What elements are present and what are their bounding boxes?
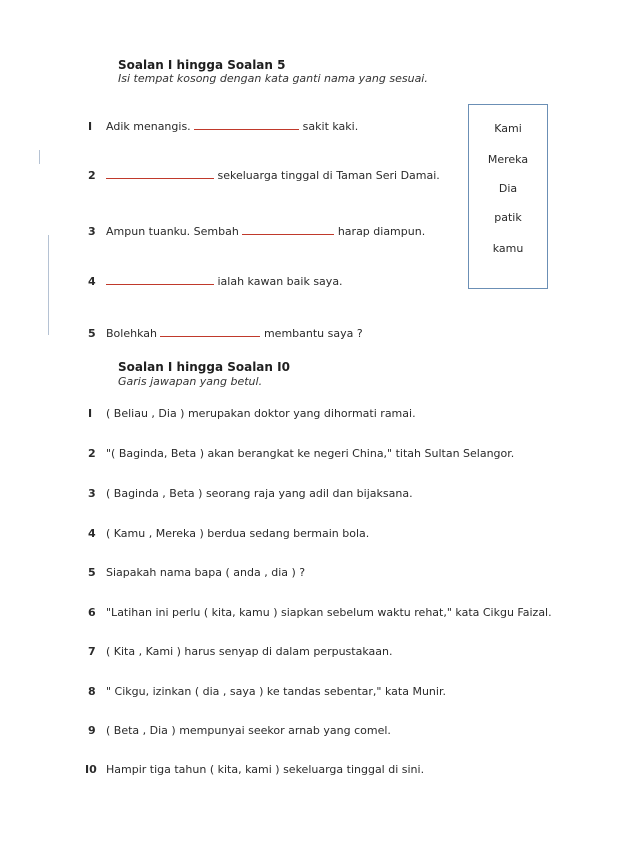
answer-blank[interactable] — [194, 129, 299, 130]
question-line — [106, 327, 363, 340]
question-line: ( Beliau , Dia ) merupakan doktor yang dihormati ramai. — [106, 407, 416, 420]
question-text-after: membantu saya ? — [263, 327, 363, 340]
question-number: 2 — [88, 447, 96, 460]
margin-mark — [48, 235, 49, 335]
question-line: ( Kita , Kami ) harus senyap di dalam perpustakaan. — [106, 645, 393, 658]
question-text-after: harap diampun. — [337, 225, 426, 238]
question-number: I — [88, 120, 93, 133]
question-number: 7 — [88, 645, 96, 658]
answer-blank[interactable] — [160, 336, 260, 337]
question-number: 9 — [88, 724, 96, 737]
section1-title: Soalan I hingga Soalan 5 — [118, 58, 286, 72]
word-box — [468, 104, 548, 289]
question-number: 2 — [88, 169, 96, 182]
question-text-after: sakit kaki. — [302, 120, 359, 133]
question-line — [106, 275, 343, 288]
question-line: Hampir tiga tahun ( kita, kami ) sekeluarga tinggal di sini. — [106, 763, 425, 776]
question-number: 3 — [88, 487, 96, 500]
question-number: 4 — [88, 527, 96, 540]
answer-blank[interactable] — [106, 178, 214, 179]
question-line: " Cikgu, izinkan ( dia , saya ) ke tandas sebentar," kata Munir. — [106, 685, 446, 698]
question-text-before: Bolehkah — [106, 327, 157, 340]
margin-mark — [39, 150, 40, 164]
question-number: 5 — [88, 566, 96, 579]
word-option: Kami — [494, 122, 522, 135]
question-line: ( Baginda , Beta ) seorang raja yang adil dan bijaksana. — [106, 487, 413, 500]
question-text-before: Ampun tuanku. Sembah — [106, 225, 239, 238]
question-number: I — [88, 407, 93, 420]
question-number: 4 — [88, 275, 96, 288]
question-text-before: Adik menangis. — [106, 120, 191, 133]
question-line: "Latihan ini perlu ( kita, kamu ) siapkan sebelum waktu rehat," kata Cikgu Faizal. — [106, 606, 552, 619]
section1-instruction: Isi tempat kosong dengan kata ganti nama yang sesuai. — [118, 72, 428, 85]
question-number: 5 — [88, 327, 96, 340]
section2-instruction: Garis jawapan yang betul. — [118, 375, 263, 388]
answer-blank[interactable] — [242, 234, 334, 235]
question-line: Siapakah nama bapa ( anda , dia ) ? — [106, 566, 306, 579]
answer-blank[interactable] — [106, 284, 214, 285]
question-text-after: sekeluarga tinggal di Taman Seri Damai. — [217, 169, 440, 182]
word-option: patik — [494, 211, 522, 224]
word-option: kamu — [492, 242, 524, 255]
question-line — [106, 120, 358, 133]
question-number: 3 — [88, 225, 96, 238]
question-line: ( Kamu , Mereka ) berdua sedang bermain bola. — [106, 527, 370, 540]
question-line — [106, 169, 440, 182]
question-number: 6 — [88, 606, 96, 619]
word-option: Dia — [498, 182, 518, 195]
question-line: "( Baginda, Beta ) akan berangkat ke negeri China," titah Sultan Selangor. — [106, 447, 515, 460]
question-text-after: ialah kawan baik saya. — [217, 275, 343, 288]
question-line — [106, 225, 425, 238]
section2-title: Soalan I hingga Soalan I0 — [118, 360, 290, 374]
word-option: Mereka — [487, 153, 529, 166]
question-number: I0 — [85, 763, 97, 776]
question-line: ( Beta , Dia ) mempunyai seekor arnab yang comel. — [106, 724, 391, 737]
question-number: 8 — [88, 685, 96, 698]
